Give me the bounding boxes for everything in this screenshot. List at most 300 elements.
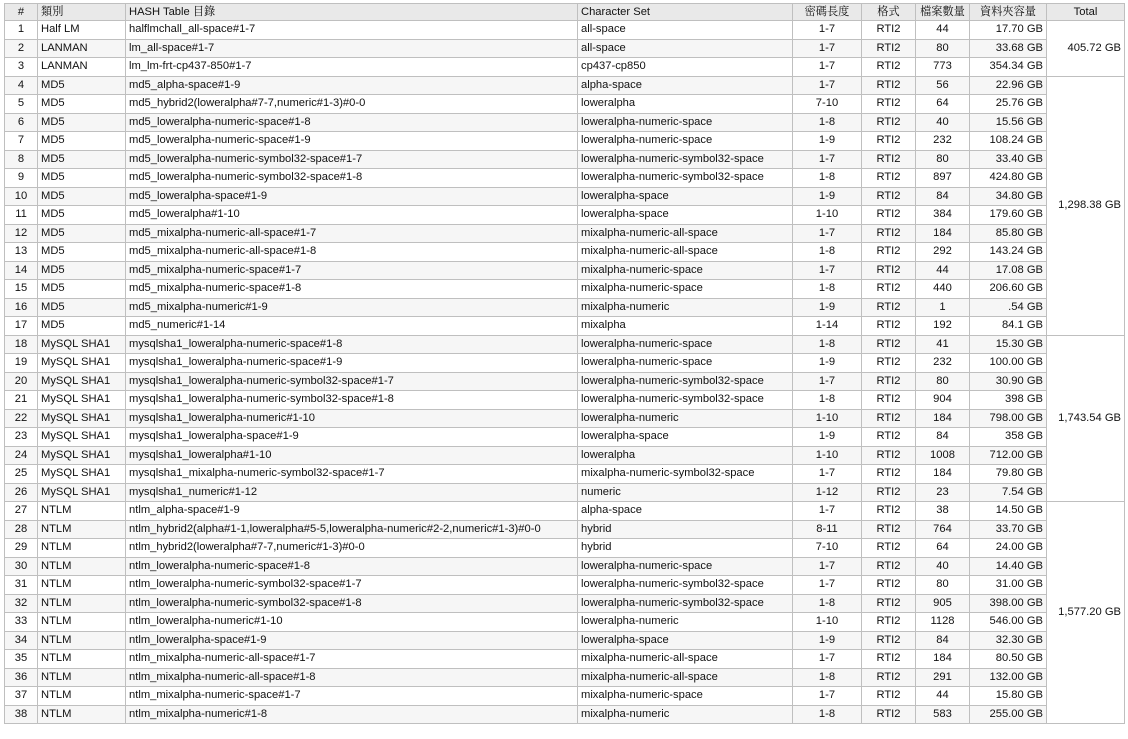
row-file-count: 80 (916, 150, 970, 169)
row-character-set: loweralpha (578, 95, 793, 114)
row-hash-table-dir: md5_hybrid2(loweralpha#7-7,numeric#1-3)#0-0 (126, 95, 578, 114)
row-hash-table-dir: mysqlsha1_loweralpha-numeric-symbol32-space#1-8 (126, 391, 578, 410)
row-password-length: 1-10 (793, 206, 862, 225)
row-file-count: 184 (916, 409, 970, 428)
row-index: 28 (5, 520, 38, 539)
row-character-set: loweralpha-numeric-symbol32-space (578, 372, 793, 391)
row-password-length: 1-10 (793, 613, 862, 632)
row-file-count: 23 (916, 483, 970, 502)
row-password-length: 1-8 (793, 705, 862, 724)
row-format: RTI2 (862, 317, 916, 336)
row-password-length: 1-7 (793, 650, 862, 669)
row-format: RTI2 (862, 557, 916, 576)
row-password-length: 1-8 (793, 280, 862, 299)
row-category: MD5 (38, 76, 126, 95)
row-password-length: 1-7 (793, 150, 862, 169)
row-format: RTI2 (862, 520, 916, 539)
row-index: 35 (5, 650, 38, 669)
row-hash-table-dir: md5_mixalpha-numeric-all-space#1-7 (126, 224, 578, 243)
row-folder-size: 546.00 GB (970, 613, 1047, 632)
row-folder-size: 712.00 GB (970, 446, 1047, 465)
row-folder-size: 424.80 GB (970, 169, 1047, 188)
row-hash-table-dir: md5_loweralpha-numeric-space#1-9 (126, 132, 578, 151)
row-format: RTI2 (862, 132, 916, 151)
table-row (5, 76, 1125, 95)
row-category: Half LM (38, 21, 126, 40)
row-file-count: 184 (916, 650, 970, 669)
row-file-count: 1008 (916, 446, 970, 465)
table-row (5, 206, 1125, 225)
row-password-length: 1-10 (793, 409, 862, 428)
row-index: 4 (5, 76, 38, 95)
table-row (5, 446, 1125, 465)
row-category: MD5 (38, 95, 126, 114)
row-format: RTI2 (862, 354, 916, 373)
row-character-set: alpha-space (578, 502, 793, 521)
table-row (5, 391, 1125, 410)
row-folder-size: 358 GB (970, 428, 1047, 447)
row-category: MD5 (38, 243, 126, 262)
table-row (5, 298, 1125, 317)
row-character-set: numeric (578, 483, 793, 502)
row-folder-size: 22.96 GB (970, 76, 1047, 95)
row-index: 6 (5, 113, 38, 132)
row-password-length: 1-7 (793, 557, 862, 576)
row-index: 22 (5, 409, 38, 428)
group-total: 1,743.54 GB (1047, 335, 1125, 502)
row-format: RTI2 (862, 668, 916, 687)
row-format: RTI2 (862, 58, 916, 77)
row-file-count: 64 (916, 539, 970, 558)
row-password-length: 7-10 (793, 539, 862, 558)
row-character-set: mixalpha-numeric-space (578, 280, 793, 299)
row-folder-size: 17.08 GB (970, 261, 1047, 280)
table-row (5, 594, 1125, 613)
row-password-length: 1-8 (793, 391, 862, 410)
row-password-length: 1-9 (793, 132, 862, 151)
row-character-set: mixalpha-numeric-all-space (578, 668, 793, 687)
row-index: 27 (5, 502, 38, 521)
group-total: 1,577.20 GB (1047, 502, 1125, 724)
row-category: MySQL SHA1 (38, 483, 126, 502)
row-folder-size: 179.60 GB (970, 206, 1047, 225)
row-format: RTI2 (862, 335, 916, 354)
row-category: NTLM (38, 520, 126, 539)
table-body (5, 21, 1125, 724)
row-character-set: hybrid (578, 520, 793, 539)
row-file-count: 44 (916, 687, 970, 706)
row-index: 10 (5, 187, 38, 206)
row-category: NTLM (38, 687, 126, 706)
row-character-set: loweralpha-numeric-symbol32-space (578, 150, 793, 169)
table-row (5, 280, 1125, 299)
row-folder-size: 25.76 GB (970, 95, 1047, 114)
row-password-length: 1-7 (793, 465, 862, 484)
row-character-set: loweralpha-numeric-symbol32-space (578, 576, 793, 595)
row-password-length: 1-7 (793, 261, 862, 280)
row-format: RTI2 (862, 409, 916, 428)
row-category: NTLM (38, 631, 126, 650)
row-category: MD5 (38, 298, 126, 317)
row-format: RTI2 (862, 243, 916, 262)
row-file-count: 1128 (916, 613, 970, 632)
row-hash-table-dir: mysqlsha1_mixalpha-numeric-symbol32-space#1-7 (126, 465, 578, 484)
row-index: 16 (5, 298, 38, 317)
row-password-length: 7-10 (793, 95, 862, 114)
row-character-set: loweralpha-numeric-space (578, 113, 793, 132)
row-category: NTLM (38, 594, 126, 613)
row-format: RTI2 (862, 483, 916, 502)
row-format: RTI2 (862, 298, 916, 317)
row-category: NTLM (38, 557, 126, 576)
row-format: RTI2 (862, 687, 916, 706)
row-format: RTI2 (862, 446, 916, 465)
row-file-count: 80 (916, 372, 970, 391)
row-folder-size: 7.54 GB (970, 483, 1047, 502)
row-category: MD5 (38, 150, 126, 169)
row-password-length: 1-8 (793, 335, 862, 354)
table-row (5, 502, 1125, 521)
row-folder-size: 84.1 GB (970, 317, 1047, 336)
row-password-length: 1-8 (793, 169, 862, 188)
row-category: MySQL SHA1 (38, 335, 126, 354)
table-row (5, 576, 1125, 595)
row-character-set: loweralpha-numeric-space (578, 132, 793, 151)
row-password-length: 1-12 (793, 483, 862, 502)
row-hash-table-dir: lm_lm-frt-cp437-850#1-7 (126, 58, 578, 77)
table-row (5, 132, 1125, 151)
row-password-length: 8-11 (793, 520, 862, 539)
row-category: NTLM (38, 650, 126, 669)
row-character-set: loweralpha-numeric (578, 409, 793, 428)
table-row (5, 409, 1125, 428)
row-index: 5 (5, 95, 38, 114)
row-file-count: 80 (916, 39, 970, 58)
row-index: 38 (5, 705, 38, 724)
row-hash-table-dir: mysqlsha1_numeric#1-12 (126, 483, 578, 502)
row-index: 23 (5, 428, 38, 447)
row-format: RTI2 (862, 631, 916, 650)
row-password-length: 1-7 (793, 21, 862, 40)
row-file-count: 38 (916, 502, 970, 521)
row-character-set: loweralpha-numeric-symbol32-space (578, 169, 793, 188)
row-category: MD5 (38, 187, 126, 206)
row-folder-size: 798.00 GB (970, 409, 1047, 428)
row-index: 3 (5, 58, 38, 77)
row-hash-table-dir: ntlm_mixalpha-numeric-all-space#1-8 (126, 668, 578, 687)
row-folder-size: 354.34 GB (970, 58, 1047, 77)
header-character-set: Character Set (578, 4, 793, 21)
row-category: MD5 (38, 224, 126, 243)
row-hash-table-dir: mysqlsha1_loweralpha-numeric-symbol32-space#1-7 (126, 372, 578, 391)
header-file-count: 檔案數量 (916, 4, 970, 21)
row-index: 24 (5, 446, 38, 465)
row-format: RTI2 (862, 187, 916, 206)
row-folder-size: 108.24 GB (970, 132, 1047, 151)
row-index: 29 (5, 539, 38, 558)
row-file-count: 44 (916, 261, 970, 280)
row-format: RTI2 (862, 613, 916, 632)
row-category: MySQL SHA1 (38, 372, 126, 391)
row-category: NTLM (38, 668, 126, 687)
row-format: RTI2 (862, 76, 916, 95)
row-index: 34 (5, 631, 38, 650)
row-hash-table-dir: md5_loweralpha-numeric-space#1-8 (126, 113, 578, 132)
row-character-set: alpha-space (578, 76, 793, 95)
table-row (5, 483, 1125, 502)
row-hash-table-dir: md5_mixalpha-numeric-space#1-8 (126, 280, 578, 299)
table-row (5, 613, 1125, 632)
table-row (5, 354, 1125, 373)
row-category: LANMAN (38, 58, 126, 77)
row-folder-size: 14.50 GB (970, 502, 1047, 521)
row-format: RTI2 (862, 21, 916, 40)
row-index: 8 (5, 150, 38, 169)
row-category: MD5 (38, 261, 126, 280)
row-character-set: mixalpha-numeric-symbol32-space (578, 465, 793, 484)
row-folder-size: 15.80 GB (970, 687, 1047, 706)
header-total: Total (1047, 4, 1125, 21)
table-row (5, 705, 1125, 724)
table-row (5, 187, 1125, 206)
row-password-length: 1-8 (793, 243, 862, 262)
row-index: 21 (5, 391, 38, 410)
row-password-length: 1-8 (793, 113, 862, 132)
row-character-set: mixalpha-numeric-all-space (578, 224, 793, 243)
row-index: 37 (5, 687, 38, 706)
row-hash-table-dir: md5_loweralpha-numeric-symbol32-space#1-7 (126, 150, 578, 169)
row-format: RTI2 (862, 391, 916, 410)
row-hash-table-dir: ntlm_mixalpha-numeric-space#1-7 (126, 687, 578, 706)
row-category: LANMAN (38, 39, 126, 58)
row-character-set: mixalpha-numeric-space (578, 261, 793, 280)
row-hash-table-dir: md5_alpha-space#1-9 (126, 76, 578, 95)
row-file-count: 41 (916, 335, 970, 354)
row-character-set: loweralpha-numeric-space (578, 354, 793, 373)
row-folder-size: 100.00 GB (970, 354, 1047, 373)
row-hash-table-dir: md5_loweralpha#1-10 (126, 206, 578, 225)
header-password-length: 密碼長度 (793, 4, 862, 21)
row-format: RTI2 (862, 95, 916, 114)
row-character-set: all-space (578, 21, 793, 40)
row-category: MD5 (38, 206, 126, 225)
row-format: RTI2 (862, 650, 916, 669)
row-format: RTI2 (862, 502, 916, 521)
row-index: 17 (5, 317, 38, 336)
row-password-length: 1-8 (793, 668, 862, 687)
table-header-row (5, 4, 1125, 21)
table-row (5, 631, 1125, 650)
row-password-length: 1-7 (793, 502, 862, 521)
row-password-length: 1-9 (793, 298, 862, 317)
row-index: 32 (5, 594, 38, 613)
header-folder-size: 資料夾容量 (970, 4, 1047, 21)
row-category: MD5 (38, 280, 126, 299)
row-index: 20 (5, 372, 38, 391)
table-row (5, 539, 1125, 558)
row-file-count: 184 (916, 224, 970, 243)
row-hash-table-dir: ntlm_hybrid2(loweralpha#7-7,numeric#1-3)#0-0 (126, 539, 578, 558)
row-hash-table-dir: mysqlsha1_loweralpha-numeric-space#1-8 (126, 335, 578, 354)
table-row (5, 150, 1125, 169)
row-hash-table-dir: ntlm_loweralpha-numeric#1-10 (126, 613, 578, 632)
row-index: 14 (5, 261, 38, 280)
table-row (5, 58, 1125, 77)
row-folder-size: 15.56 GB (970, 113, 1047, 132)
row-folder-size: .54 GB (970, 298, 1047, 317)
row-password-length: 1-7 (793, 58, 862, 77)
row-index: 15 (5, 280, 38, 299)
row-category: NTLM (38, 502, 126, 521)
table-row (5, 317, 1125, 336)
table-row (5, 113, 1125, 132)
row-hash-table-dir: lm_all-space#1-7 (126, 39, 578, 58)
row-format: RTI2 (862, 372, 916, 391)
table-row (5, 465, 1125, 484)
row-folder-size: 24.00 GB (970, 539, 1047, 558)
row-file-count: 291 (916, 668, 970, 687)
row-file-count: 773 (916, 58, 970, 77)
row-folder-size: 34.80 GB (970, 187, 1047, 206)
row-password-length: 1-7 (793, 76, 862, 95)
table-row (5, 95, 1125, 114)
row-file-count: 84 (916, 631, 970, 650)
row-file-count: 384 (916, 206, 970, 225)
table-row (5, 335, 1125, 354)
row-index: 25 (5, 465, 38, 484)
row-format: RTI2 (862, 113, 916, 132)
row-category: MySQL SHA1 (38, 465, 126, 484)
row-format: RTI2 (862, 169, 916, 188)
table-row (5, 21, 1125, 40)
table-row (5, 169, 1125, 188)
row-file-count: 80 (916, 576, 970, 595)
row-format: RTI2 (862, 206, 916, 225)
row-index: 36 (5, 668, 38, 687)
row-folder-size: 206.60 GB (970, 280, 1047, 299)
row-character-set: loweralpha-numeric-space (578, 557, 793, 576)
row-character-set: loweralpha-numeric-symbol32-space (578, 594, 793, 613)
row-file-count: 904 (916, 391, 970, 410)
row-hash-table-dir: ntlm_loweralpha-numeric-symbol32-space#1-7 (126, 576, 578, 595)
row-format: RTI2 (862, 428, 916, 447)
row-index: 1 (5, 21, 38, 40)
header-hash-table-dir: HASH Table 目錄 (126, 4, 578, 21)
row-category: MySQL SHA1 (38, 409, 126, 428)
row-file-count: 1 (916, 298, 970, 317)
row-category: MD5 (38, 317, 126, 336)
table-row (5, 650, 1125, 669)
row-character-set: mixalpha-numeric-all-space (578, 650, 793, 669)
row-character-set: loweralpha-numeric-space (578, 335, 793, 354)
row-hash-table-dir: md5_mixalpha-numeric-all-space#1-8 (126, 243, 578, 262)
header-format: 格式 (862, 4, 916, 21)
row-index: 7 (5, 132, 38, 151)
row-folder-size: 80.50 GB (970, 650, 1047, 669)
row-password-length: 1-10 (793, 446, 862, 465)
row-hash-table-dir: ntlm_loweralpha-numeric-symbol32-space#1-8 (126, 594, 578, 613)
row-format: RTI2 (862, 280, 916, 299)
row-password-length: 1-14 (793, 317, 862, 336)
row-index: 30 (5, 557, 38, 576)
header-category: 類別 (38, 4, 126, 21)
row-character-set: loweralpha-space (578, 428, 793, 447)
row-character-set: loweralpha-space (578, 187, 793, 206)
header-index: # (5, 4, 38, 21)
row-category: MySQL SHA1 (38, 354, 126, 373)
row-password-length: 1-7 (793, 224, 862, 243)
row-password-length: 1-9 (793, 354, 862, 373)
row-file-count: 440 (916, 280, 970, 299)
row-folder-size: 398 GB (970, 391, 1047, 410)
table-row (5, 372, 1125, 391)
row-hash-table-dir: mysqlsha1_loweralpha-numeric-space#1-9 (126, 354, 578, 373)
row-password-length: 1-7 (793, 576, 862, 595)
row-character-set: hybrid (578, 539, 793, 558)
group-total: 1,298.38 GB (1047, 76, 1125, 335)
row-folder-size: 398.00 GB (970, 594, 1047, 613)
row-format: RTI2 (862, 261, 916, 280)
row-folder-size: 85.80 GB (970, 224, 1047, 243)
row-hash-table-dir: ntlm_loweralpha-numeric-space#1-8 (126, 557, 578, 576)
row-character-set: loweralpha (578, 446, 793, 465)
row-category: MD5 (38, 169, 126, 188)
row-index: 31 (5, 576, 38, 595)
row-password-length: 1-7 (793, 372, 862, 391)
row-hash-table-dir: ntlm_alpha-space#1-9 (126, 502, 578, 521)
row-character-set: loweralpha-numeric-symbol32-space (578, 391, 793, 410)
row-category: MD5 (38, 113, 126, 132)
table-row (5, 687, 1125, 706)
row-category: MySQL SHA1 (38, 391, 126, 410)
row-category: MySQL SHA1 (38, 446, 126, 465)
row-hash-table-dir: md5_mixalpha-numeric-space#1-7 (126, 261, 578, 280)
row-format: RTI2 (862, 539, 916, 558)
row-index: 13 (5, 243, 38, 262)
row-character-set: mixalpha (578, 317, 793, 336)
table-row (5, 557, 1125, 576)
row-password-length: 1-7 (793, 39, 862, 58)
table-row (5, 39, 1125, 58)
row-hash-table-dir: md5_loweralpha-space#1-9 (126, 187, 578, 206)
row-format: RTI2 (862, 594, 916, 613)
row-hash-table-dir: ntlm_loweralpha-space#1-9 (126, 631, 578, 650)
row-format: RTI2 (862, 465, 916, 484)
row-file-count: 292 (916, 243, 970, 262)
row-file-count: 40 (916, 557, 970, 576)
row-character-set: loweralpha-numeric (578, 613, 793, 632)
row-password-length: 1-9 (793, 187, 862, 206)
row-folder-size: 17.70 GB (970, 21, 1047, 40)
row-character-set: all-space (578, 39, 793, 58)
row-category: MD5 (38, 132, 126, 151)
row-hash-table-dir: ntlm_hybrid2(alpha#1-1,loweralpha#5-5,loweralpha-numeric#2-2,numeric#1-3)#0-0 (126, 520, 578, 539)
hash-table (4, 3, 1125, 724)
table-row (5, 224, 1125, 243)
row-file-count: 905 (916, 594, 970, 613)
row-file-count: 232 (916, 132, 970, 151)
row-folder-size: 14.40 GB (970, 557, 1047, 576)
row-category: NTLM (38, 539, 126, 558)
row-folder-size: 143.24 GB (970, 243, 1047, 262)
row-password-length: 1-7 (793, 687, 862, 706)
table-row (5, 428, 1125, 447)
row-folder-size: 33.70 GB (970, 520, 1047, 539)
row-category: NTLM (38, 576, 126, 595)
row-file-count: 232 (916, 354, 970, 373)
table-row (5, 520, 1125, 539)
row-hash-table-dir: mysqlsha1_loweralpha-numeric#1-10 (126, 409, 578, 428)
